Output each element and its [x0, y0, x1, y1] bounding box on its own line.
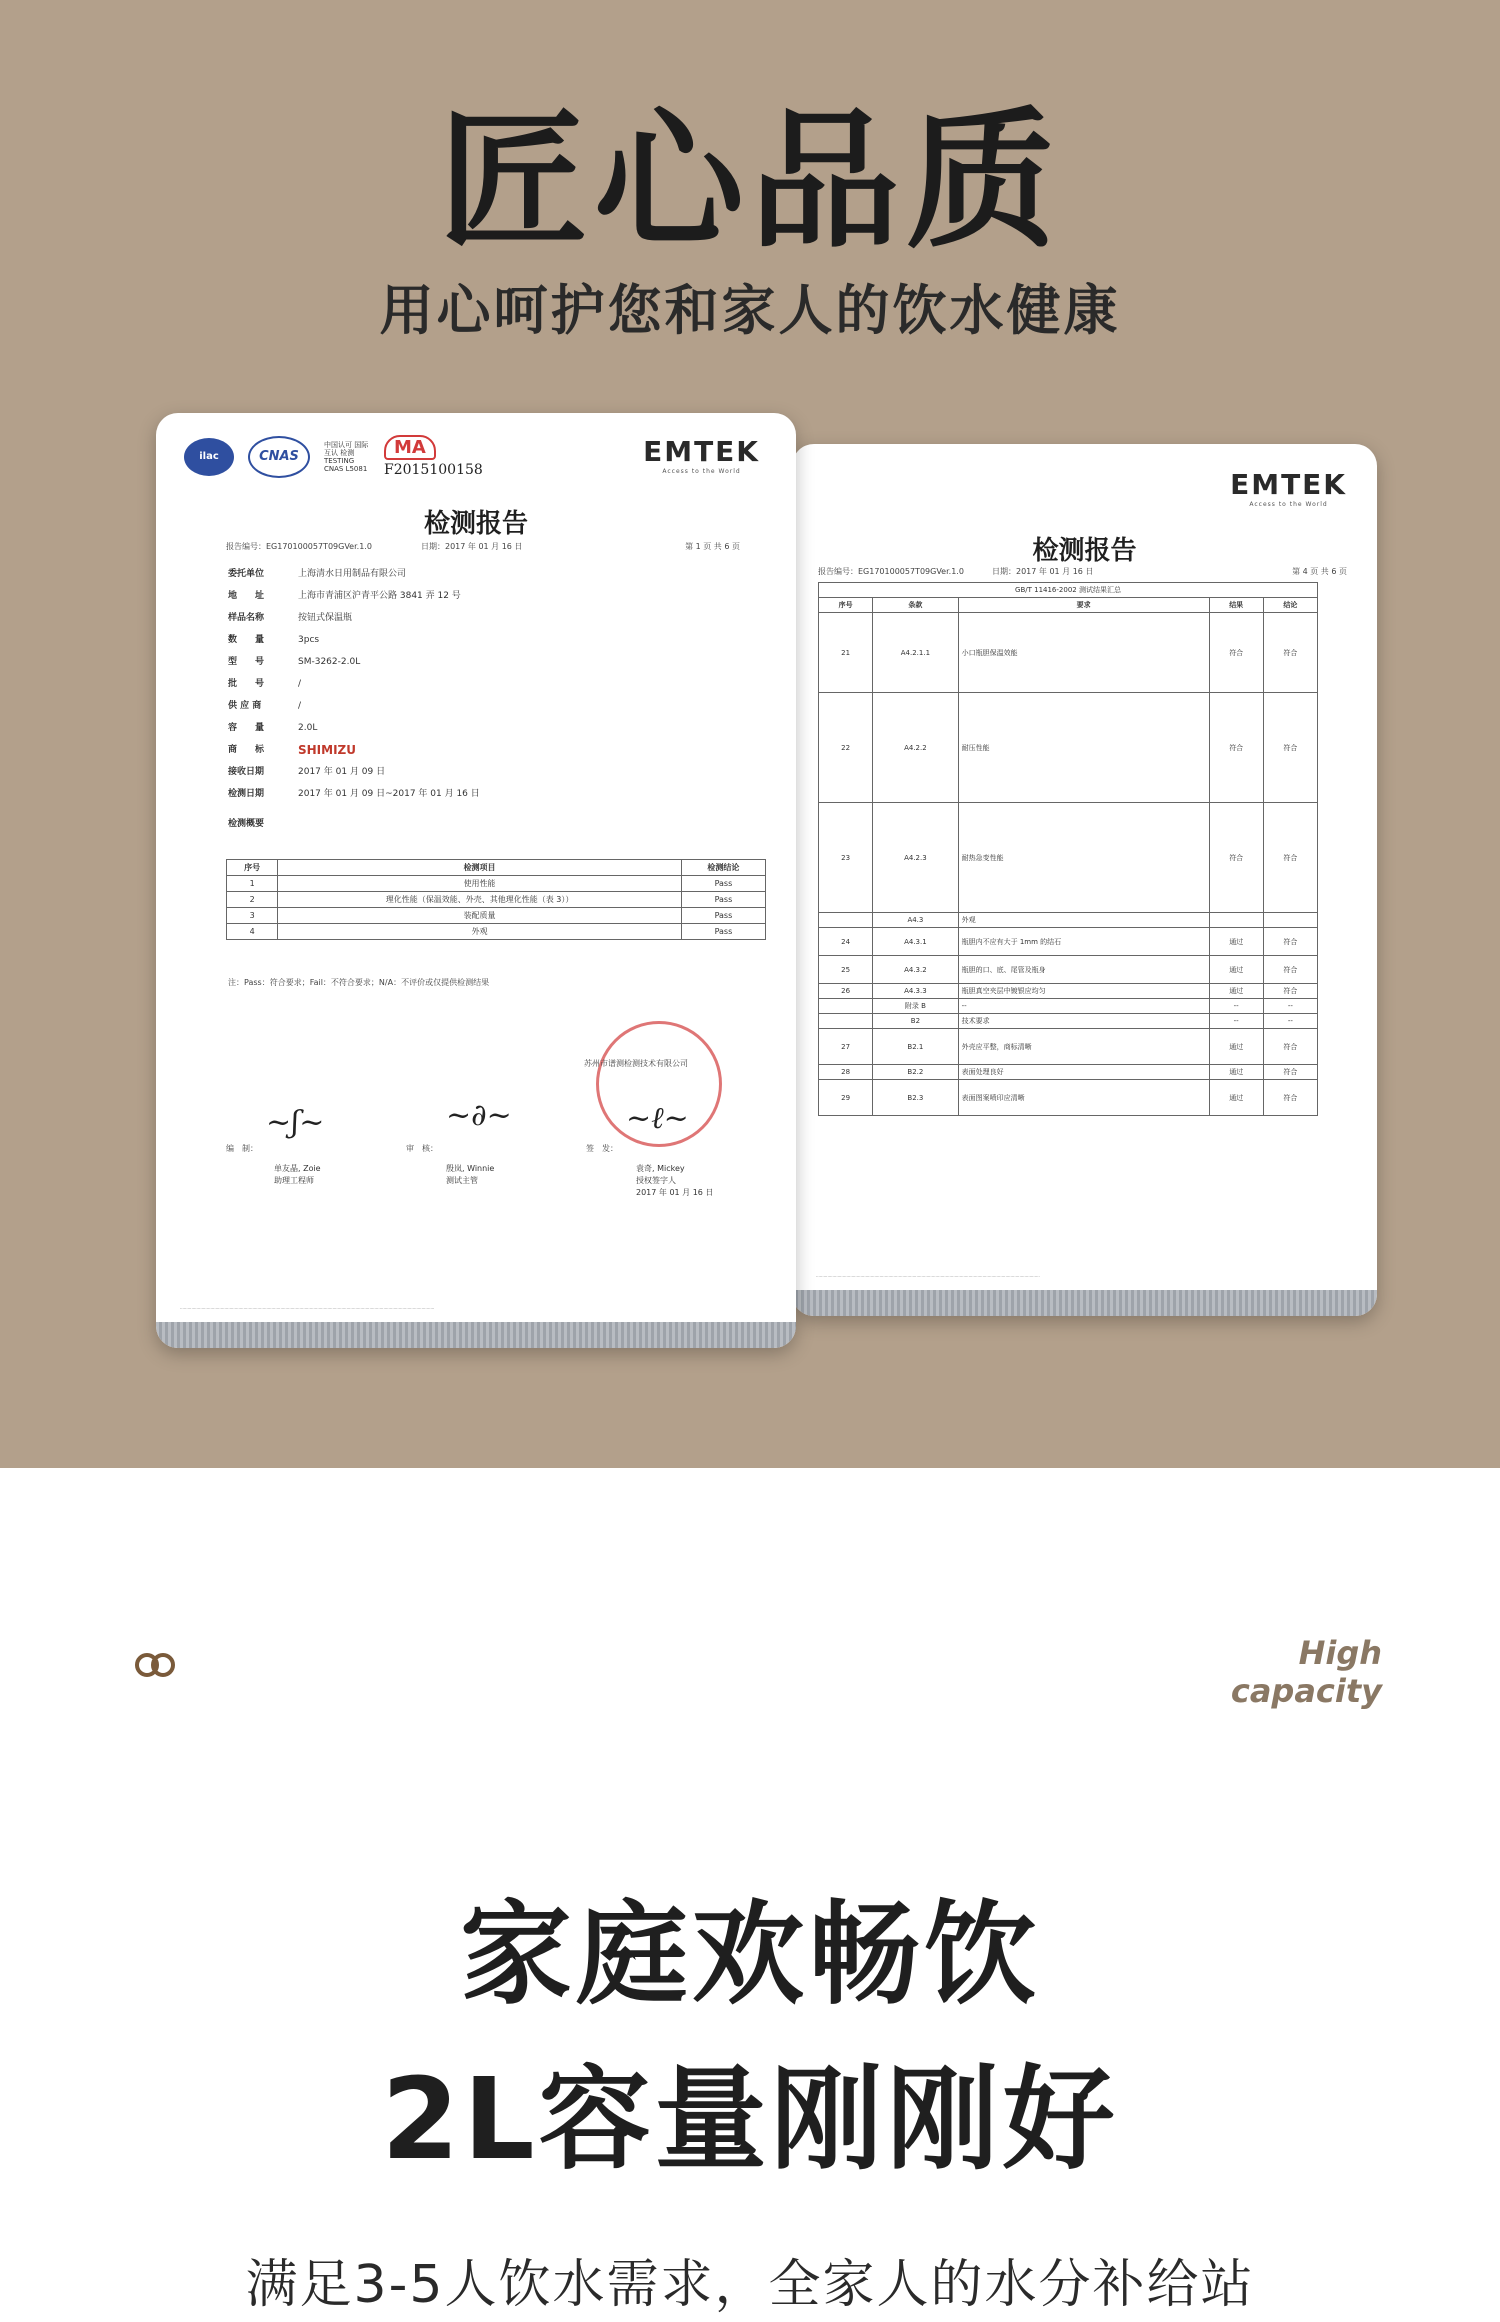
signature-mickey: ~ℓ~ [626, 1101, 689, 1136]
page-subtitle: 用心呵护您和家人的饮水健康 [379, 279, 1121, 342]
table-row [819, 613, 1318, 693]
table-row [819, 1014, 1318, 1029]
signature-winnie: ~∂~ [446, 1098, 512, 1133]
card-edge-stripe [792, 1290, 1377, 1316]
cell: 28 [819, 1065, 873, 1080]
table-row [819, 803, 1318, 913]
cell: 25 [819, 956, 873, 984]
cell: 装配质量 [278, 908, 682, 924]
field-key: 供 应 商 [228, 701, 262, 711]
capacity-heading-line2: 2L容量刚刚好 [381, 2055, 1119, 2185]
field-value: 2.0L [298, 723, 318, 733]
capacity-description: 满足3-5人饮水需求，全家人的水分补给站 [245, 2255, 1255, 2315]
table-row [227, 876, 766, 892]
table-note: 注：Pass：符合要求；Fail：不符合要求；N/A：不评价或仅提供检测结果 [228, 978, 490, 987]
cell: 符合 [1209, 613, 1263, 693]
field-value: 按钮式保温瓶 [298, 613, 353, 623]
cell: 瓶胆内不应有大于 1mm 的结石 [958, 928, 1209, 956]
signer: 殷岚, Winnie 测试主管 [446, 1164, 495, 1185]
field-row [228, 717, 480, 739]
table-header: 序号 [227, 860, 278, 876]
approver-org: 苏州市谱测检测技术有限公司 [584, 1059, 688, 1068]
table-header: 检测结论 [681, 860, 765, 876]
field-key: 批 号 [228, 679, 265, 689]
double-ring-icon [130, 1650, 180, 1680]
capacity-tag [1231, 1634, 1382, 1710]
cell: A4.2.2 [873, 693, 958, 803]
field-value: 2017 年 01 月 09 日~2017 年 01 月 16 日 [298, 789, 480, 799]
field-value: 2017 年 01 月 09 日 [298, 767, 386, 777]
report-date: 日期：2017 年 01 月 16 日 [421, 542, 523, 551]
sig-label: 签 发： [586, 1144, 618, 1153]
cnas-icon: CNAS [248, 436, 310, 478]
cell: 通过 [1209, 928, 1263, 956]
table-row [819, 928, 1318, 956]
table-row [227, 924, 766, 940]
report-page: 第 4 页 共 6 页 [1292, 567, 1347, 576]
certification-logos [184, 435, 483, 478]
cell: 技术要求 [958, 1014, 1209, 1029]
cell: 外壳应平整，商标清晰 [958, 1029, 1209, 1065]
table-row [819, 1029, 1318, 1065]
cell: -- [958, 999, 1209, 1014]
cell: A4.3.1 [873, 928, 958, 956]
cell: 3 [227, 908, 278, 924]
table-row [819, 956, 1318, 984]
cell: 27 [819, 1029, 873, 1065]
cell: 符合 [1263, 1029, 1317, 1065]
table-header: 条款 [873, 598, 958, 613]
ma-number: F2015100158 [384, 462, 483, 478]
results-table [818, 582, 1318, 1116]
field-value: 3pcs [298, 635, 320, 645]
table-header: 结论 [1263, 598, 1317, 613]
field-row [228, 651, 480, 673]
cell: 1 [227, 876, 278, 892]
cell: -- [1263, 999, 1317, 1014]
sig-label: 审 核： [406, 1144, 438, 1153]
shimizu-logo: SHIMIZU [298, 743, 357, 757]
cell: 外观 [958, 913, 1209, 928]
cell: 24 [819, 928, 873, 956]
cell: 符合 [1263, 928, 1317, 956]
field-key: 数 量 [228, 635, 265, 645]
field-value: 上海市青浦区沪青平公路 3841 弄 12 号 [298, 591, 461, 601]
table-header: 结果 [1209, 598, 1263, 613]
emtek-logo: EMTEK Access to the World [643, 435, 760, 475]
field-key: 检测日期 [228, 789, 265, 799]
cell: 耐压性能 [958, 693, 1209, 803]
cell: -- [1263, 1014, 1317, 1029]
cell: A4.2.1.1 [873, 613, 958, 693]
field-row [228, 563, 480, 585]
cell: 通过 [1209, 1080, 1263, 1116]
table-row [819, 1080, 1318, 1116]
cell: 符合 [1263, 956, 1317, 984]
cell: 外观 [278, 924, 682, 940]
cell: 附录 B [873, 999, 958, 1014]
fine-print: ················································································································································································ [816, 1274, 1040, 1279]
field-key: 样品名称 [228, 613, 265, 623]
test-report-page-4 [792, 444, 1377, 1316]
table-row [819, 1065, 1318, 1080]
field-key: 接收日期 [228, 767, 265, 777]
field-value: 上海清水日用制品有限公司 [298, 569, 407, 579]
field-row [228, 761, 480, 783]
field-row [228, 673, 480, 695]
cell: 符合 [1263, 803, 1317, 913]
card-edge-stripe [156, 1322, 796, 1348]
cell: 符合 [1263, 693, 1317, 803]
report-date: 日期：2017 年 01 月 16 日 [992, 567, 1094, 576]
cell: 符合 [1209, 803, 1263, 913]
field-key: 型 号 [228, 657, 265, 667]
report-page: 第 1 页 共 6 页 [685, 542, 740, 551]
field-value: / [298, 679, 302, 689]
cnas-text: 中国认可 国际互认 检测 TESTING CNAS L5081 [324, 440, 369, 473]
cell: 21 [819, 613, 873, 693]
table-caption: GB/T 11416-2002 测试结果汇总 [819, 583, 1318, 598]
table-header: 序号 [819, 598, 873, 613]
cell: 2 [227, 892, 278, 908]
table-header: 检测项目 [278, 860, 682, 876]
cell: 22 [819, 693, 873, 803]
cell: Pass [681, 876, 765, 892]
field-key: 容 量 [228, 723, 265, 733]
page-title: 匠心品质 [437, 95, 1062, 269]
report-fields [228, 563, 480, 835]
capacity-tag-line1: High [1298, 1634, 1382, 1672]
cell: A4.3 [873, 913, 958, 928]
sig-label: 编 制： [226, 1144, 258, 1153]
cell [1263, 913, 1317, 928]
field-row [228, 739, 480, 761]
table-row [227, 908, 766, 924]
cell [819, 913, 873, 928]
capacity-heading-line1: 家庭欢畅饮 [460, 1890, 1040, 2020]
cell [819, 1014, 873, 1029]
cell: 通过 [1209, 956, 1263, 984]
cell: -- [1209, 1014, 1263, 1029]
cell: Pass [681, 908, 765, 924]
cell: 4 [227, 924, 278, 940]
cell: 表面图案喷印应清晰 [958, 1080, 1209, 1116]
cell: 表面处理良好 [958, 1065, 1209, 1080]
table-row [819, 984, 1318, 999]
test-report-page-1 [156, 413, 796, 1348]
field-key: 商 标 [228, 745, 265, 755]
report-title: 检测报告 [423, 509, 528, 539]
cell: 26 [819, 984, 873, 999]
cell: 符合 [1209, 693, 1263, 803]
fine-print: ········································································································································································································ [180, 1306, 435, 1311]
cell [1209, 913, 1263, 928]
cell: 使用性能 [278, 876, 682, 892]
cell: 29 [819, 1080, 873, 1116]
field-row [228, 813, 480, 835]
field-row [228, 695, 480, 717]
cell [819, 999, 873, 1014]
cell: A4.3.3 [873, 984, 958, 999]
table-row [819, 693, 1318, 803]
cell: A4.3.2 [873, 956, 958, 984]
capacity-tag-line2: capacity [1230, 1672, 1382, 1710]
field-row [228, 607, 480, 629]
cell: 通过 [1209, 1029, 1263, 1065]
ma-mark [384, 435, 483, 478]
field-key: 委托单位 [228, 569, 265, 579]
field-value: / [298, 701, 302, 711]
cell: Pass [681, 892, 765, 908]
cell: 小口瓶胆保温效能 [958, 613, 1209, 693]
cell: Pass [681, 924, 765, 940]
cell: 理化性能（保温效能、外壳、其他理化性能（表 3）） [278, 892, 682, 908]
ma-icon: MA [384, 435, 436, 460]
cell: 符合 [1263, 613, 1317, 693]
field-row [228, 585, 480, 607]
cell: B2 [873, 1014, 958, 1029]
table-row [819, 913, 1318, 928]
table-row [819, 999, 1318, 1014]
cell: 瓶胆的口、底、尾管及瓶身 [958, 956, 1209, 984]
report-number: 报告编号：EG170100057T09GVer.1.0 [818, 567, 964, 576]
cell: 瓶胆真空夹层中镀银应均匀 [958, 984, 1209, 999]
field-row [228, 629, 480, 651]
signature-zoie: ~ʃ~ [266, 1105, 325, 1140]
cell: 通过 [1209, 1065, 1263, 1080]
report-number: 报告编号：EG170100057T09GVer.1.0 [226, 542, 372, 551]
signer: 袁奇, Mickey 授权签字人 2017 年 01 月 16 日 [636, 1164, 714, 1197]
field-key: 检测概要 [228, 819, 265, 829]
cell: 符合 [1263, 1065, 1317, 1080]
cell: 符合 [1263, 984, 1317, 999]
emtek-logo: EMTEK Access to the World [1230, 468, 1347, 508]
cell: B2.1 [873, 1029, 958, 1065]
cell: 耐热急变性能 [958, 803, 1209, 913]
table-row [227, 892, 766, 908]
cell: 23 [819, 803, 873, 913]
cell: 符合 [1263, 1080, 1317, 1116]
cell: A4.2.3 [873, 803, 958, 913]
report-title: 检测报告 [1032, 536, 1137, 566]
table-header: 要求 [958, 598, 1209, 613]
summary-table [226, 859, 766, 940]
field-value: SM-3262-2.0L [298, 657, 361, 667]
cell: -- [1209, 999, 1263, 1014]
field-key: 地 址 [228, 591, 265, 601]
signer: 单友晶, Zoie 助理工程师 [274, 1164, 321, 1185]
field-row [228, 783, 480, 805]
cell: 通过 [1209, 984, 1263, 999]
cell: B2.2 [873, 1065, 958, 1080]
cell: B2.3 [873, 1080, 958, 1116]
ilac-mra-icon: ilac [184, 438, 234, 476]
